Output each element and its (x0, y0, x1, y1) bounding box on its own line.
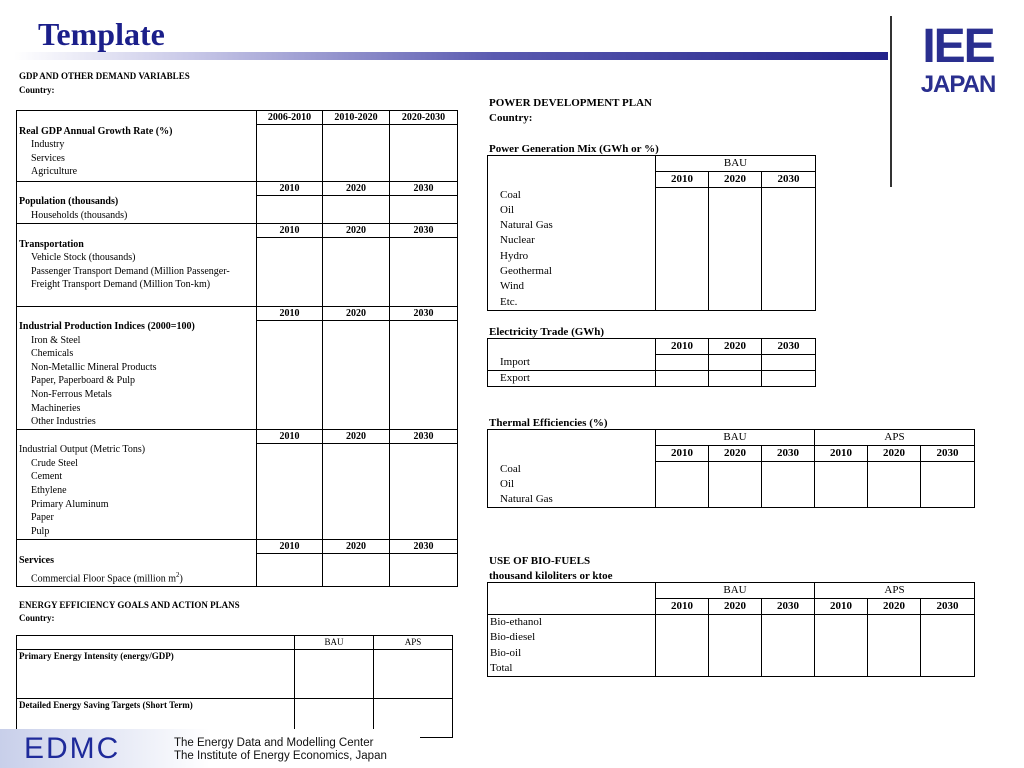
year-header: 2010 (656, 172, 709, 188)
thermal-aps-header: APS (815, 430, 975, 446)
biofuel-aps-header: APS (815, 583, 975, 599)
data-cell[interactable] (762, 615, 815, 677)
data-cell[interactable] (390, 443, 458, 540)
efficiency-col-bau: BAU (295, 636, 374, 650)
gdp-item: Industry (31, 139, 65, 150)
mix-item: Nuclear (500, 234, 535, 247)
data-cell[interactable] (374, 650, 453, 699)
year-header: 2020 (323, 181, 390, 195)
biofuel-item: Bio-oil (490, 646, 522, 659)
data-cell[interactable] (762, 370, 816, 386)
data-cell[interactable] (257, 238, 323, 307)
mix-item: Natural Gas (500, 219, 553, 232)
data-cell[interactable] (762, 462, 815, 508)
data-cell[interactable] (762, 188, 816, 311)
data-cell[interactable] (656, 615, 709, 677)
gdp-country-label: Country: (19, 85, 55, 95)
industrial-output-item: Primary Aluminum (31, 498, 109, 510)
data-cell[interactable] (868, 462, 921, 508)
data-cell[interactable] (868, 615, 921, 677)
industrial-index-item: Non-Metallic Mineral Products (31, 361, 157, 373)
year-header: 2020 (709, 599, 762, 615)
iee-japan-logo (920, 16, 996, 96)
biofuel-table (487, 582, 975, 677)
mix-item: Geothermal (500, 264, 552, 277)
data-cell[interactable] (390, 238, 458, 307)
data-cell[interactable] (921, 615, 975, 677)
period-header: 2006-2010 (257, 111, 323, 125)
biofuel-unit: thousand kiloliters or ktoe (489, 570, 613, 582)
trade-title: Electricity Trade (GWh) (489, 326, 605, 338)
efficiency-row-label: Primary Energy Intensity (energy/GDP) (17, 650, 295, 699)
data-cell[interactable] (390, 125, 458, 182)
population-section-title: Population (thousands) (19, 196, 119, 207)
generation-mix-table (487, 155, 816, 311)
data-cell[interactable] (257, 195, 323, 224)
edmc-line1: The Energy Data and Modelling Center (174, 737, 374, 749)
period-header: 2020-2030 (390, 111, 458, 125)
data-cell[interactable] (257, 320, 323, 429)
year-header: 2030 (921, 599, 975, 615)
thermal-efficiency-table (487, 429, 975, 508)
year-header: 2020 (709, 446, 762, 462)
biofuel-item: Total (490, 661, 513, 674)
thermal-bau-header: BAU (656, 430, 815, 446)
year-header: 2010 (656, 446, 709, 462)
data-cell[interactable] (921, 462, 975, 508)
biofuel-bau-header: BAU (656, 583, 815, 599)
biofuel-item: Bio-ethanol (490, 616, 542, 628)
industrial-output-item: Pulp (31, 525, 50, 537)
mix-item: Oil (500, 203, 515, 216)
year-header: 2020 (323, 306, 390, 320)
year-header: 2030 (762, 172, 816, 188)
gdp-heading: GDP AND OTHER DEMAND VARIABLES (19, 71, 190, 81)
data-cell[interactable] (257, 554, 323, 587)
power-country-label: Country: (489, 112, 533, 124)
title-gradient-bar (14, 52, 888, 60)
header-divider (890, 16, 892, 187)
year-header: 2010 (257, 224, 323, 238)
year-header: 2030 (390, 429, 458, 443)
data-cell[interactable] (323, 320, 390, 429)
logo-text-iee: IEE (922, 20, 994, 73)
year-header: 2020 (868, 446, 921, 462)
industrial-index-item: Non-Ferrous Metals (31, 388, 112, 400)
industrial-output-item: Crude Steel (31, 457, 78, 469)
year-header: 2030 (390, 224, 458, 238)
population-item: Households (thousands) (31, 209, 128, 221)
data-cell[interactable] (815, 615, 868, 677)
data-cell[interactable] (323, 195, 390, 224)
year-header: 2020 (709, 339, 762, 355)
thermal-item: Coal (500, 462, 521, 475)
mix-item: Coal (500, 188, 521, 201)
industrial-index-section-title: Industrial Production Indices (2000=100) (19, 321, 195, 332)
efficiency-table (16, 635, 453, 738)
industrial-index-item: Paper, Paperboard & Pulp (31, 375, 136, 387)
efficiency-col-aps: APS (374, 636, 453, 650)
mix-item: Etc. (500, 295, 518, 308)
thermal-item: Oil (500, 477, 515, 490)
data-cell[interactable] (257, 443, 323, 540)
year-header: 2020 (323, 429, 390, 443)
year-header: 2020 (323, 540, 390, 554)
data-cell[interactable] (656, 462, 709, 508)
gdp-section-title: Real GDP Annual Growth Rate (%) (19, 125, 173, 137)
year-header: 2020 (868, 599, 921, 615)
edmc-line2: The Institute of Energy Economics, Japan (174, 750, 387, 762)
services-section-title: Services (19, 554, 54, 566)
transport-item: Vehicle Stock (thousands) (31, 252, 136, 263)
year-header: 2030 (762, 599, 815, 615)
page-title: Template (38, 16, 165, 52)
thermal-item: Natural Gas (500, 493, 553, 506)
data-cell[interactable] (815, 462, 868, 508)
data-cell[interactable] (709, 462, 762, 508)
mix-item: Wind (500, 280, 524, 293)
data-cell[interactable] (762, 355, 816, 371)
data-cell[interactable] (323, 554, 390, 587)
services-item: Commercial Floor Space (million $m^2$) (31, 570, 183, 585)
data-cell[interactable] (709, 188, 762, 311)
industrial-output-item: Ethylene (31, 485, 67, 497)
industrial-index-item: Chemicals (31, 348, 74, 360)
industrial-output-section-title: Industrial Output (Metric Tons) (19, 444, 146, 456)
efficiency-country-label: Country: (19, 613, 55, 623)
trade-item: Export (488, 370, 656, 386)
data-cell[interactable] (709, 615, 762, 677)
data-cell[interactable] (390, 554, 458, 587)
edmc-footer-logo (0, 729, 420, 768)
data-cell[interactable] (257, 125, 323, 182)
year-header: 2010 (257, 181, 323, 195)
year-header: 2010 (656, 339, 709, 355)
mix-item: Hydro (500, 249, 529, 262)
transport-section-title: Transportation (19, 238, 84, 250)
data-cell[interactable] (656, 355, 709, 371)
year-header: 2020 (709, 172, 762, 188)
data-cell[interactable] (709, 355, 762, 371)
year-header: 2010 (815, 446, 868, 462)
electricity-trade-table (487, 338, 816, 387)
year-header: 2010 (257, 306, 323, 320)
biofuel-heading: USE OF BIO-FUELS (489, 555, 591, 567)
industrial-output-item: Cement (31, 471, 63, 483)
power-heading: POWER DEVELOPMENT PLAN (489, 97, 652, 109)
data-cell[interactable] (656, 370, 709, 386)
data-cell[interactable] (323, 125, 390, 182)
gdp-item: Agriculture (31, 166, 78, 177)
mix-bau-header: BAU (656, 156, 816, 172)
year-header: 2010 (656, 599, 709, 615)
year-header: 2030 (390, 181, 458, 195)
gdp-item: Services (31, 152, 65, 164)
period-header: 2010-2020 (323, 111, 390, 125)
data-cell[interactable] (390, 320, 458, 429)
trade-item: Import (488, 355, 656, 371)
year-header: 2030 (921, 446, 975, 462)
year-header: 2030 (390, 306, 458, 320)
year-header: 2010 (815, 599, 868, 615)
industrial-index-item: Machineries (31, 402, 81, 414)
mix-title: Power Generation Mix (GWh or %) (489, 143, 659, 155)
data-cell[interactable] (390, 195, 458, 224)
edmc-text: EDMC (24, 732, 121, 765)
industrial-index-item: Iron & Steel (31, 334, 81, 346)
data-cell[interactable] (709, 370, 762, 386)
biofuel-item: Bio-diesel (490, 631, 536, 644)
transport-item: Freight Transport Demand (Million Ton-km) (31, 279, 211, 290)
year-header: 2030 (762, 339, 816, 355)
thermal-title: Thermal Efficiencies (%) (489, 417, 608, 429)
year-header: 2030 (762, 446, 815, 462)
gdp-table (16, 110, 458, 587)
transport-item: Passenger Transport Demand (Million Passenger- (31, 265, 230, 277)
logo-text-japan: JAPAN (920, 71, 996, 96)
data-cell[interactable] (323, 238, 390, 307)
data-cell[interactable] (323, 443, 390, 540)
year-header: 2010 (257, 540, 323, 554)
year-header: 2010 (257, 429, 323, 443)
year-header: 2030 (390, 540, 458, 554)
efficiency-heading: ENERGY EFFICIENCY GOALS AND ACTION PLANS (19, 600, 240, 610)
year-header: 2020 (323, 224, 390, 238)
industrial-index-item: Other Industries (31, 416, 96, 428)
industrial-output-item: Paper (31, 512, 54, 524)
efficiency-row-label: Detailed Energy Saving Targets (Short Term) (17, 699, 295, 738)
data-cell[interactable] (656, 188, 709, 311)
data-cell[interactable] (295, 650, 374, 699)
